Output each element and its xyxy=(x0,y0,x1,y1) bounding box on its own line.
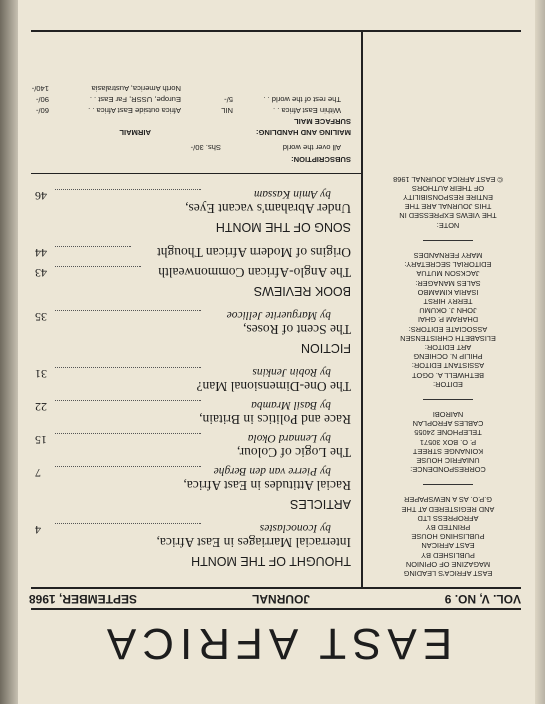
section-heading: BOOK REVIEWS xyxy=(253,284,351,298)
page-number: 15 xyxy=(35,433,47,447)
contents-entry xyxy=(31,264,351,280)
mailing-heading: MAILING AND HANDLING: xyxy=(255,128,351,137)
article-title: Race and Politics in Britain, xyxy=(199,412,351,427)
article-title: The One-Dimensional Man? xyxy=(196,379,351,394)
journal-label: JOURNAL xyxy=(251,592,310,606)
article-title: The Scent of Roses, xyxy=(243,322,351,337)
masthead-rule-bottom xyxy=(31,587,521,589)
article-title: Origins of Modern African Thought xyxy=(157,245,351,260)
article-title: Racial Attitudes in East Africa, xyxy=(183,478,351,493)
contents-entry xyxy=(31,521,351,550)
rate-row: The rest of the world . . 5/- Europe, USSR, Far East . . 90/- xyxy=(35,95,341,104)
rate-row: Within East Africa . . NIL Africa outside East Africa . . 60/- xyxy=(35,106,341,115)
masthead-rule-top xyxy=(31,608,521,610)
section-heading: THOUGHT OF THE MONTH xyxy=(191,554,351,568)
dot-leader xyxy=(55,523,201,524)
page-edge xyxy=(535,0,545,704)
rate-row: North America, Australasia 140/- xyxy=(31,84,181,93)
page-number: 43 xyxy=(35,266,47,280)
upside-down-content xyxy=(18,0,535,704)
subscription-price: Shs. 30/- xyxy=(190,143,221,152)
subscription-region: All over the world xyxy=(282,143,341,152)
article-author: by Lennard Okola xyxy=(247,432,331,444)
table-of-contents xyxy=(31,183,351,578)
correspondence-address: CORRESPONDENCE: UNIAFRIC HOUSE KOINANGE STREET P. O. BOX 30571 TELEPHONE 24055 CABLES AFROPLAN NAIROBI xyxy=(410,409,486,475)
book-spine xyxy=(0,0,18,704)
issue-info-row xyxy=(18,588,535,606)
article-title: Under Abraham's vacant Eyes, xyxy=(185,201,351,216)
dot-leader xyxy=(55,466,201,467)
editorial-staff: EDITOR: BETHWELL A. OGOT ASSISTANT EDITOR: PHILIP N. OCHIENG ART EDITOR: ELISABETH CHRISTENSEN ASSOCIATE EDITORS: DHARAM P. GHAI JOHN J. OKUMU TERRY HIRST ISARIA KIMAMBO SALES MANAGER: JACKSON MUTUA EDITORIAL SECRETARY: MARY FERNANDES xyxy=(400,250,496,389)
contents-entry xyxy=(31,464,351,493)
section-heading: SONG OF THE MONTH xyxy=(215,220,351,234)
section-heading: FICTION xyxy=(301,341,351,355)
dot-leader xyxy=(55,310,201,311)
article-author: by Marguerite Jellicoe xyxy=(226,309,331,321)
page-bottom-rule xyxy=(31,30,521,32)
page-number: 4 xyxy=(35,523,41,537)
dot-leader xyxy=(55,367,201,368)
subscription-box xyxy=(21,82,351,164)
publisher-intro: EAST AFRICA'S LEADING MAGAZINE OF OPINION PUBLISHED BY EAST AFRICAN PUBLISHING HOUSE PRINTED BY AFROPRESS LTD AND REGISTERED AT THE G.P.O. AS A NEWSPAPER xyxy=(401,495,495,578)
editorial-note: NOTE: THE VIEWS EXPRESSED IN THIS JOURNAL ARE THE ENTIRE RESPONSIBILITY OF THEIR AUTHORS © EAST AFRICA JOURNAL 1968 xyxy=(393,174,503,230)
contents-entry xyxy=(31,244,351,260)
contents-entry xyxy=(31,431,351,460)
contents-entry xyxy=(31,308,351,337)
article-title: The Anglo-African Commonwealth xyxy=(158,265,351,280)
masthead-title: EAST AFRICA xyxy=(100,619,453,668)
page-number: 7 xyxy=(35,466,41,480)
separator xyxy=(423,240,473,241)
issue-date: SEPTEMBER, 1968 xyxy=(28,592,137,606)
dot-leader xyxy=(55,266,141,267)
article-author: by Pierre van den Berghe xyxy=(213,465,331,477)
separator xyxy=(423,399,473,400)
page-number: 22 xyxy=(35,400,47,414)
article-title: The Logic of Colour, xyxy=(236,445,351,460)
contents-entry xyxy=(31,365,351,394)
contents-entry xyxy=(31,187,351,216)
page-number: 46 xyxy=(35,189,47,203)
page-number: 35 xyxy=(35,310,47,324)
dot-leader xyxy=(55,433,201,434)
article-author: by Amin Kassam xyxy=(253,188,331,200)
article-author: by Iconoclastes xyxy=(259,522,331,534)
surface-mail-heading: SURFACE MAIL xyxy=(294,117,351,126)
page-number: 31 xyxy=(35,367,47,381)
article-author: by Basil Mramba xyxy=(251,399,331,411)
contents-entry xyxy=(31,398,351,427)
column-divider xyxy=(361,32,363,587)
dot-leader xyxy=(55,400,201,401)
article-author: by Robin Jenkins xyxy=(252,366,331,378)
subscription-heading: SUBSCRIPTION: xyxy=(291,155,351,164)
page-number: 44 xyxy=(35,246,47,260)
article-title: Interracial Marriages in East Africa, xyxy=(156,535,351,550)
section-heading: ARTICLES xyxy=(290,497,351,511)
volume-number: VOL. V, NO. 9 xyxy=(444,592,521,606)
dot-leader xyxy=(55,189,201,190)
dot-leader xyxy=(55,246,131,247)
publisher-column xyxy=(373,166,523,578)
subscription-rule xyxy=(31,173,361,174)
separator xyxy=(423,484,473,485)
airmail-heading: AIRMAIL xyxy=(119,128,151,137)
